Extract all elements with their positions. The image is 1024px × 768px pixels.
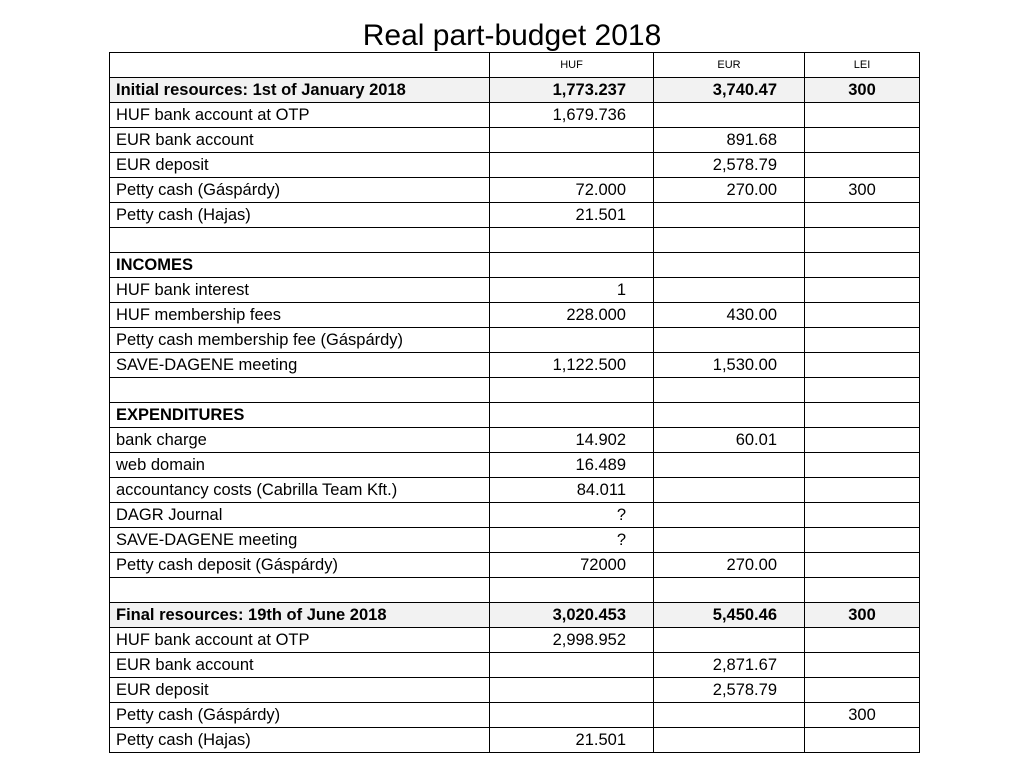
section-header-row [110,253,920,278]
eur-value [654,703,805,728]
row-label: SAVE-DAGENE meeting [110,353,490,378]
table-row [110,278,920,303]
lei-value [805,403,920,428]
lei-value [805,278,920,303]
table-row [110,503,920,528]
row-label [110,228,490,253]
huf-value: 1,679.736 [490,103,654,128]
huf-value: 21.501 [490,203,654,228]
lei-value [805,428,920,453]
eur-value: 1,530.00 [654,353,805,378]
lei-value [805,528,920,553]
huf-value: 1,773.237 [490,78,654,103]
huf-value [490,328,654,353]
huf-value [490,703,654,728]
page-title: Real part-budget 2018 [362,19,662,52]
row-label: HUF bank account at OTP [110,103,490,128]
huf-value: ? [490,503,654,528]
budget-table [109,52,920,753]
huf-value [490,153,654,178]
row-label: Final resources: 19th of June 2018 [110,603,490,628]
total-row [110,78,920,103]
eur-value [654,578,805,603]
table-row [110,178,920,203]
lei-value [805,203,920,228]
eur-value: 891.68 [654,128,805,153]
eur-value [654,328,805,353]
lei-value: 300 [805,703,920,728]
lei-value [805,378,920,403]
table-row [110,653,920,678]
eur-value [654,628,805,653]
table-row [110,428,920,453]
row-label: EUR bank account [110,653,490,678]
lei-value [805,353,920,378]
eur-value [654,278,805,303]
eur-value: 2,578.79 [654,153,805,178]
huf-value: ? [490,528,654,553]
huf-value [490,678,654,703]
column-header-eur: EUR [654,53,805,78]
row-label: accountancy costs (Cabrilla Team Kft.) [110,478,490,503]
lei-value [805,228,920,253]
eur-value: 3,740.47 [654,78,805,103]
table-row [110,478,920,503]
row-label: HUF bank interest [110,278,490,303]
table-row [110,678,920,703]
eur-value: 5,450.46 [654,603,805,628]
huf-value: 21.501 [490,728,654,753]
row-label: EXPENDITURES [110,403,490,428]
lei-value: 300 [805,78,920,103]
eur-value [654,228,805,253]
lei-value [805,153,920,178]
eur-value: 430.00 [654,303,805,328]
lei-value [805,653,920,678]
huf-value [490,253,654,278]
lei-value [805,103,920,128]
row-label: Petty cash membership fee (Gáspárdy) [110,328,490,353]
eur-value: 2,578.79 [654,678,805,703]
huf-value [490,578,654,603]
row-label: INCOMES [110,253,490,278]
huf-value: 2,998.952 [490,628,654,653]
column-header-lei: LEI [805,53,920,78]
huf-value: 16.489 [490,453,654,478]
lei-value: 300 [805,603,920,628]
eur-value: 270.00 [654,178,805,203]
table-row [110,703,920,728]
lei-value [805,478,920,503]
row-label: web domain [110,453,490,478]
table-row [110,728,920,753]
table-row [110,328,920,353]
huf-value: 228.000 [490,303,654,328]
table-row [110,203,920,228]
table-row [110,153,920,178]
row-label [110,578,490,603]
table-header-row [110,53,920,78]
total-row [110,603,920,628]
row-label: Petty cash (Hajas) [110,203,490,228]
huf-value: 1,122.500 [490,353,654,378]
eur-value: 2,871.67 [654,653,805,678]
row-label: EUR deposit [110,678,490,703]
row-label: DAGR Journal [110,503,490,528]
lei-value [805,303,920,328]
lei-value [805,503,920,528]
huf-value [490,128,654,153]
eur-value: 60.01 [654,428,805,453]
row-label [110,378,490,403]
row-label: HUF membership fees [110,303,490,328]
eur-value [654,253,805,278]
eur-value [654,203,805,228]
huf-value: 72000 [490,553,654,578]
lei-value [805,253,920,278]
row-label: EUR deposit [110,153,490,178]
table-row [110,553,920,578]
table-row [110,128,920,153]
row-label: Petty cash (Gáspárdy) [110,178,490,203]
eur-value [654,103,805,128]
row-label: EUR bank account [110,128,490,153]
lei-value [805,553,920,578]
eur-value [654,728,805,753]
lei-value [805,678,920,703]
huf-value: 84.011 [490,478,654,503]
spacer-row [110,578,920,603]
table-row [110,628,920,653]
spacer-row [110,378,920,403]
eur-value [654,403,805,428]
row-label: Initial resources: 1st of January 2018 [110,78,490,103]
huf-value: 72.000 [490,178,654,203]
row-label: Petty cash (Hajas) [110,728,490,753]
lei-value [805,628,920,653]
eur-value [654,478,805,503]
row-label: Petty cash deposit (Gáspárdy) [110,553,490,578]
eur-value [654,378,805,403]
huf-value [490,653,654,678]
column-header-label [110,53,490,78]
lei-value: 300 [805,178,920,203]
table-row [110,528,920,553]
row-label: bank charge [110,428,490,453]
eur-value [654,453,805,478]
eur-value [654,528,805,553]
row-label: SAVE-DAGENE meeting [110,528,490,553]
huf-value: 3,020.453 [490,603,654,628]
column-header-huf: HUF [490,53,654,78]
table-row [110,103,920,128]
spacer-row [110,228,920,253]
table-row [110,453,920,478]
huf-value: 1 [490,278,654,303]
lei-value [805,328,920,353]
huf-value [490,228,654,253]
lei-value [805,728,920,753]
row-label: Petty cash (Gáspárdy) [110,703,490,728]
huf-value: 14.902 [490,428,654,453]
row-label: HUF bank account at OTP [110,628,490,653]
section-header-row [110,403,920,428]
huf-value [490,378,654,403]
lei-value [805,453,920,478]
eur-value [654,503,805,528]
table-row [110,353,920,378]
eur-value: 270.00 [654,553,805,578]
lei-value [805,128,920,153]
huf-value [490,403,654,428]
lei-value [805,578,920,603]
table-row [110,303,920,328]
